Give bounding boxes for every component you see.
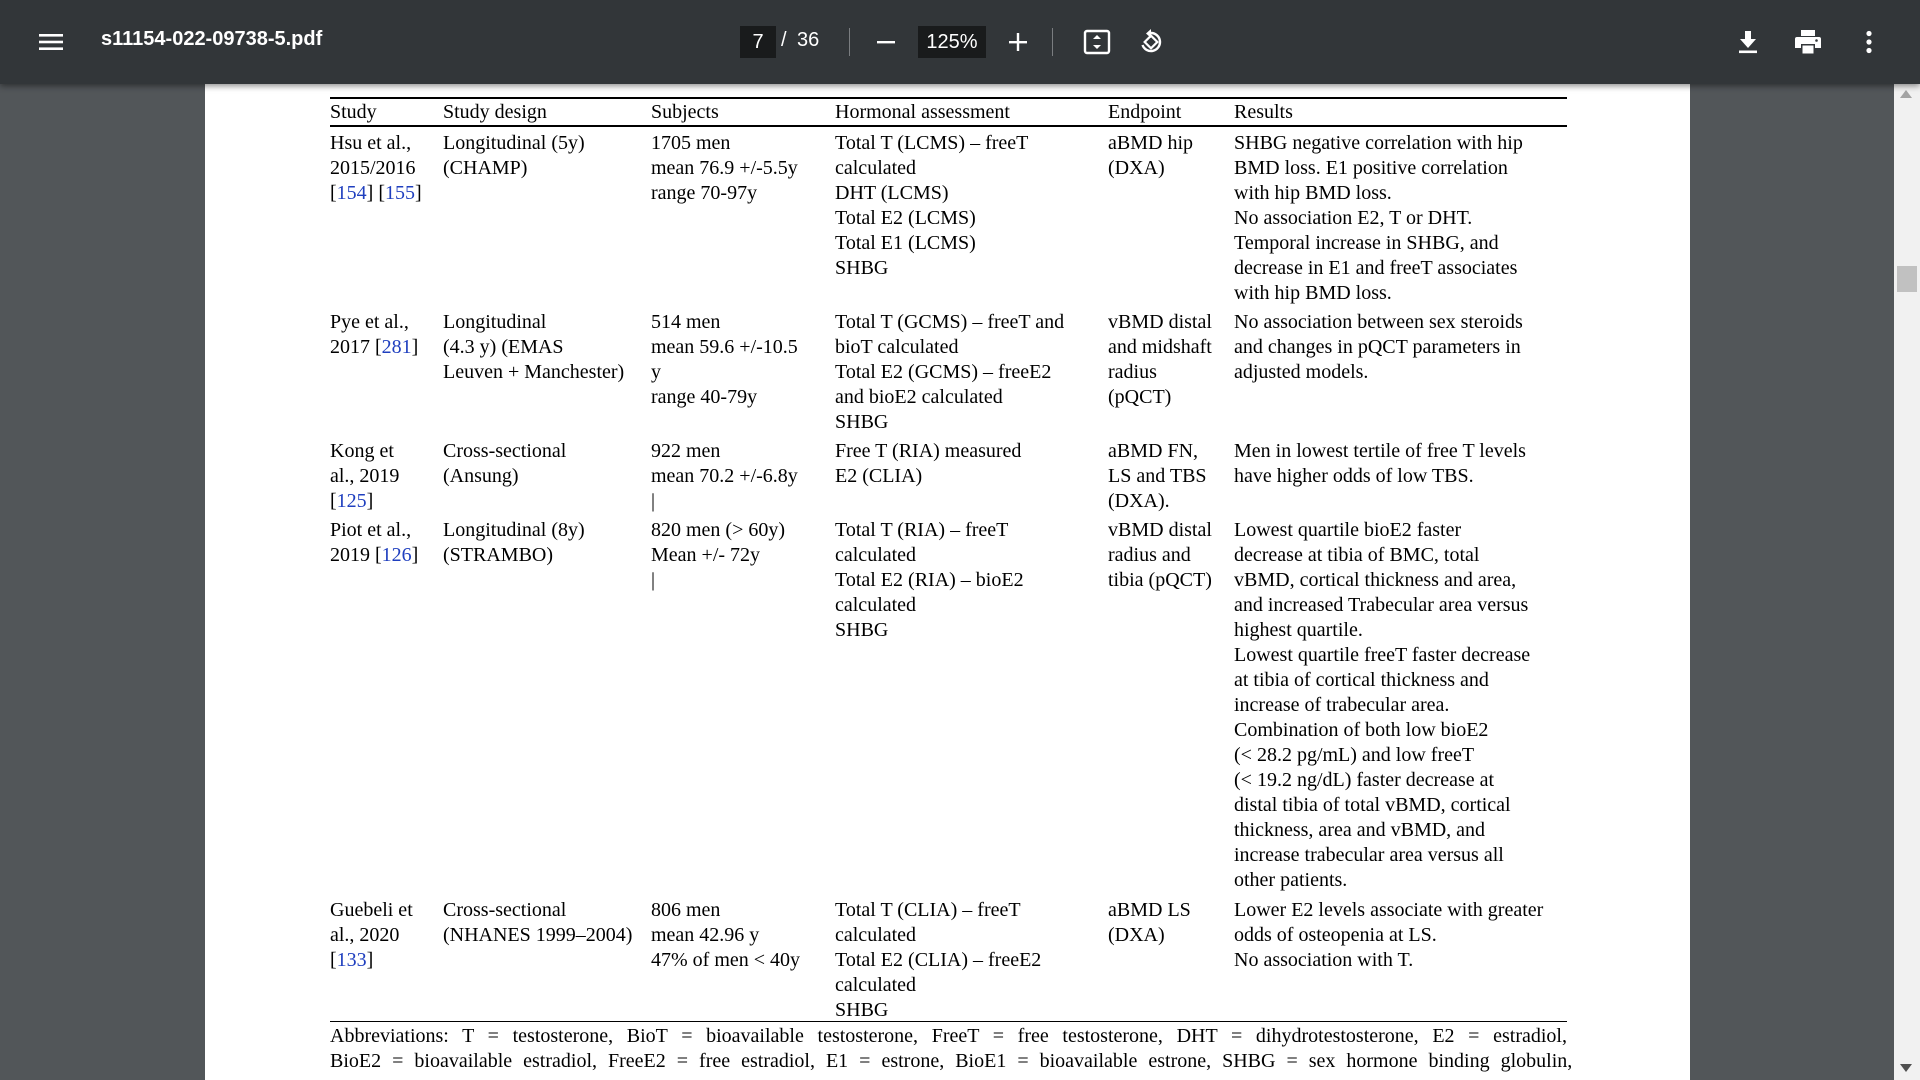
study-citation-line	[330, 181, 422, 206]
hormonal-assessment-line: SHBG	[835, 999, 889, 1021]
citation-text: Hsu et al.,	[330, 132, 412, 154]
more-vert-icon	[1865, 30, 1873, 54]
study-design-line: (NHANES 1999–2004)	[443, 924, 633, 946]
endpoint-line: aBMD hip	[1108, 132, 1193, 154]
citation-text: al., 2020	[330, 924, 400, 946]
study-citation-line	[330, 489, 373, 514]
results-line: have higher odds of low TBS.	[1234, 465, 1474, 487]
citation-text: ]	[411, 544, 419, 566]
page-number-input[interactable]	[740, 26, 776, 58]
hormonal-assessment-line: calculated	[835, 594, 917, 616]
endpoint-line: (DXA)	[1108, 157, 1165, 179]
study-citation-line	[330, 310, 409, 335]
abbreviations-footnote	[330, 1024, 1573, 1074]
more-options-button[interactable]	[1849, 22, 1889, 62]
citation-text: [	[330, 949, 337, 971]
hormonal-assessment-line: Total E2 (RIA) – bioE2	[835, 569, 1024, 591]
menu-icon	[38, 32, 64, 52]
subjects-line: 820 men (> 60y)	[651, 519, 786, 541]
hormonal-assessment-line: calculated	[835, 924, 917, 946]
zoom-out-icon	[876, 32, 896, 52]
citation-text: Kong et	[330, 440, 394, 462]
study-design-line: (4.3 y) (EMAS	[443, 336, 564, 358]
hormonal-assessment-line: SHBG	[835, 411, 889, 433]
citation-text: 2015/2016	[330, 157, 416, 179]
endpoint-line: radius	[1108, 361, 1157, 383]
results-line: No association E2, T or DHT.	[1234, 207, 1473, 229]
citation-text: ]	[411, 336, 419, 358]
study-design-line: (Ansung)	[443, 465, 519, 487]
reference-link[interactable]: 125	[336, 490, 367, 512]
scrollbar-thumb[interactable]	[1897, 266, 1917, 292]
subjects-line: range 70-97y	[651, 182, 758, 204]
subjects-line: 922 men	[651, 440, 721, 462]
hormonal-assessment-line: Total T (CLIA) – freeT	[835, 899, 1021, 921]
study-design-line: Longitudinal (5y)	[443, 132, 585, 154]
subjects-line: mean 42.96 y	[651, 924, 760, 946]
hormonal-assessment-line: Free T (RIA) measured	[835, 440, 1022, 462]
study-citation-line	[330, 439, 394, 464]
col-header-study: Study	[330, 101, 377, 123]
study-citation-line	[330, 518, 411, 543]
results-line: with hip BMD loss.	[1234, 182, 1392, 204]
study-citation-line	[330, 131, 411, 156]
scroll-up-arrow-icon[interactable]	[1900, 90, 1912, 98]
results-line: vBMD, cortical thickness and area,	[1234, 569, 1517, 591]
endpoint-line: (pQCT)	[1108, 386, 1172, 408]
col-header-endpoint: Endpoint	[1108, 101, 1182, 123]
fit-page-button[interactable]	[1077, 22, 1117, 62]
abbreviations-line: BioE2 = bioavailable estradiol, FreeE2 = free estradiol, E1 = estrone, BioE1 = bioavailable estrone, SHBG = sex hormone binding globulin,	[330, 1050, 1573, 1072]
document-title: s11154-022-09738-5.pdf	[101, 28, 323, 50]
hormonal-assessment-line: and bioE2 calculated	[835, 386, 1003, 408]
study-design-line: Cross-sectional	[443, 899, 567, 921]
citation-text: ]	[366, 490, 374, 512]
results-line: increase trabecular area versus all	[1234, 844, 1504, 866]
pdf-toolbar	[0, 0, 1920, 84]
subjects-line: |	[651, 569, 656, 591]
subjects-line: 47% of men < 40y	[651, 949, 801, 971]
study-design-line: (STRAMBO)	[443, 544, 554, 566]
endpoint-line: aBMD FN,	[1108, 440, 1199, 462]
citation-text: [	[330, 490, 337, 512]
subjects-line: mean 76.9 +/-5.5y	[651, 157, 798, 179]
results-line: with hip BMD loss.	[1234, 282, 1392, 304]
subjects-line: 514 men	[651, 311, 721, 333]
results-line: thickness, area and vBMD, and	[1234, 819, 1486, 841]
reference-link[interactable]: 154	[336, 182, 367, 204]
page-total: 36	[797, 29, 820, 51]
results-line: increase of trabecular area.	[1234, 694, 1450, 716]
citation-text: 2017 [	[330, 336, 382, 358]
results-line: (< 19.2 ng/dL) faster decrease at	[1234, 769, 1495, 791]
scroll-down-arrow-icon[interactable]	[1900, 1064, 1912, 1072]
hormonal-assessment-line: Total E1 (LCMS)	[835, 232, 976, 254]
results-line: No association between sex steroids	[1234, 311, 1523, 333]
reference-link[interactable]: 281	[381, 336, 412, 358]
toolbar-divider	[1052, 28, 1053, 56]
subjects-line: Mean +/- 72y	[651, 544, 761, 566]
study-design-line: Cross-sectional	[443, 440, 567, 462]
menu-button[interactable]	[28, 22, 74, 62]
col-header-subjects: Subjects	[651, 101, 719, 123]
col-header-study-design: Study design	[443, 101, 547, 123]
study-design-line: Longitudinal	[443, 311, 547, 333]
zoom-out-button[interactable]	[866, 22, 906, 62]
results-line: Men in lowest tertile of free T levels	[1234, 440, 1526, 462]
study-design-line: Leuven + Manchester)	[443, 361, 625, 383]
scrollbar[interactable]	[1894, 84, 1920, 1080]
results-line: and changes in pQCT parameters in	[1234, 336, 1521, 358]
endpoint-line: (DXA).	[1108, 490, 1170, 512]
endpoint-line: tibia (pQCT)	[1108, 569, 1212, 591]
results-line: Lowest quartile bioE2 faster	[1234, 519, 1462, 541]
rotate-icon	[1137, 28, 1165, 56]
study-citation-line	[330, 923, 399, 948]
page-separator: /	[781, 29, 787, 51]
results-line: Temporal increase in SHBG, and	[1234, 232, 1499, 254]
endpoint-line: vBMD distal	[1108, 311, 1212, 333]
citation-text: ]	[366, 949, 374, 971]
citation-text: Piot et al.,	[330, 519, 412, 541]
study-citation-line	[330, 464, 399, 489]
subjects-line: y	[651, 361, 661, 383]
study-citation-line	[330, 543, 418, 568]
results-line: BMD loss. E1 positive correlation	[1234, 157, 1508, 179]
zoom-level-input[interactable]	[918, 26, 986, 58]
results-line: decrease at tibia of BMC, total	[1234, 544, 1480, 566]
results-line: highest quartile.	[1234, 619, 1363, 641]
reference-link[interactable]: 155	[385, 182, 415, 204]
download-button[interactable]	[1728, 22, 1768, 62]
results-line: decrease in E1 and freeT associates	[1234, 257, 1518, 279]
reference-link[interactable]: 126	[381, 544, 412, 566]
results-line: and increased Trabecular area versus	[1234, 594, 1529, 616]
citation-text: Guebeli et	[330, 899, 413, 921]
endpoint-line: and midshaft	[1108, 336, 1212, 358]
pdf-page	[205, 84, 1690, 1080]
download-icon	[1737, 29, 1759, 55]
table-bottom-rule	[330, 1021, 1567, 1022]
results-line: other patients.	[1234, 869, 1348, 891]
zoom-in-icon	[1008, 32, 1028, 52]
reference-link[interactable]: 133	[336, 949, 367, 971]
hormonal-assessment-line: Total E2 (CLIA) – freeE2	[835, 949, 1042, 971]
subjects-line: mean 59.6 +/-10.5	[651, 336, 798, 358]
results-line: distal tibia of total vBMD, cortical	[1234, 794, 1511, 816]
hormonal-assessment-line: E2 (CLIA)	[835, 465, 923, 487]
subjects-line: mean 70.2 +/-6.8y	[651, 465, 798, 487]
hormonal-assessment-line: Total E2 (GCMS) – freeE2	[835, 361, 1052, 383]
study-citation-line	[330, 156, 416, 181]
hormonal-assessment-line: DHT (LCMS)	[835, 182, 949, 204]
results-line: No association with T.	[1234, 949, 1414, 971]
citation-text: Pye et al.,	[330, 311, 409, 333]
subjects-line: |	[651, 490, 656, 512]
citation-text: [	[330, 182, 337, 204]
table-top-rule	[330, 97, 1567, 99]
table-header-rule	[330, 125, 1567, 127]
hormonal-assessment-line: calculated	[835, 544, 917, 566]
results-line: at tibia of cortical thickness and	[1234, 669, 1489, 691]
endpoint-line: LS and TBS	[1108, 465, 1207, 487]
hormonal-assessment-line: Total T (LCMS) – freeT	[835, 132, 1029, 154]
hormonal-assessment-line: bioT calculated	[835, 336, 959, 358]
results-line: SHBG negative correlation with hip	[1234, 132, 1523, 154]
hormonal-assessment-line: SHBG	[835, 257, 889, 279]
hormonal-assessment-line: calculated	[835, 157, 917, 179]
citation-text: al., 2019	[330, 465, 400, 487]
col-header-hormonal-assessment: Hormonal assessment	[835, 101, 1010, 123]
results-line: adjusted models.	[1234, 361, 1369, 383]
print-icon	[1794, 29, 1822, 55]
endpoint-line: (DXA)	[1108, 924, 1165, 946]
endpoint-line: vBMD distal	[1108, 519, 1212, 541]
hormonal-assessment-line: SHBG	[835, 619, 889, 641]
results-line: Combination of both low bioE2	[1234, 719, 1489, 741]
hormonal-assessment-line: Total E2 (LCMS)	[835, 207, 976, 229]
results-line: Lowest quartile freeT faster decrease	[1234, 644, 1531, 666]
col-header-results: Results	[1234, 101, 1293, 123]
study-citation-line	[330, 898, 413, 923]
study-citation-line	[330, 335, 418, 360]
hormonal-assessment-line: calculated	[835, 974, 917, 996]
citation-text: 2019 [	[330, 544, 382, 566]
citation-text: ] [	[366, 182, 385, 204]
study-design-line: (CHAMP)	[443, 157, 528, 179]
fit-page-icon	[1083, 29, 1111, 55]
results-line: Lower E2 levels associate with greater	[1234, 899, 1544, 921]
rotate-button[interactable]	[1131, 22, 1171, 62]
study-design-line: Longitudinal (8y)	[443, 519, 585, 541]
zoom-in-button[interactable]	[998, 22, 1038, 62]
endpoint-line: radius and	[1108, 544, 1191, 566]
print-button[interactable]	[1788, 22, 1828, 62]
hormonal-assessment-line: Total T (GCMS) – freeT and	[835, 311, 1065, 333]
study-citation-line	[330, 948, 373, 973]
endpoint-line: aBMD LS	[1108, 899, 1191, 921]
abbreviations-line: Abbreviations: T = testosterone, BioT = bioavailable testosterone, FreeT = free testosterone, DHT = dihydrotestosterone, E2 = estradiol,	[330, 1025, 1567, 1047]
results-line: odds of osteopenia at LS.	[1234, 924, 1437, 946]
citation-text: ]	[415, 182, 422, 204]
subjects-line: range 40-79y	[651, 386, 758, 408]
subjects-line: 806 men	[651, 899, 721, 921]
hormonal-assessment-line: Total T (RIA) – freeT	[835, 519, 1009, 541]
toolbar-divider	[849, 28, 850, 56]
results-line: (< 28.2 pg/mL) and low freeT	[1234, 744, 1475, 766]
subjects-line: 1705 men	[651, 132, 731, 154]
